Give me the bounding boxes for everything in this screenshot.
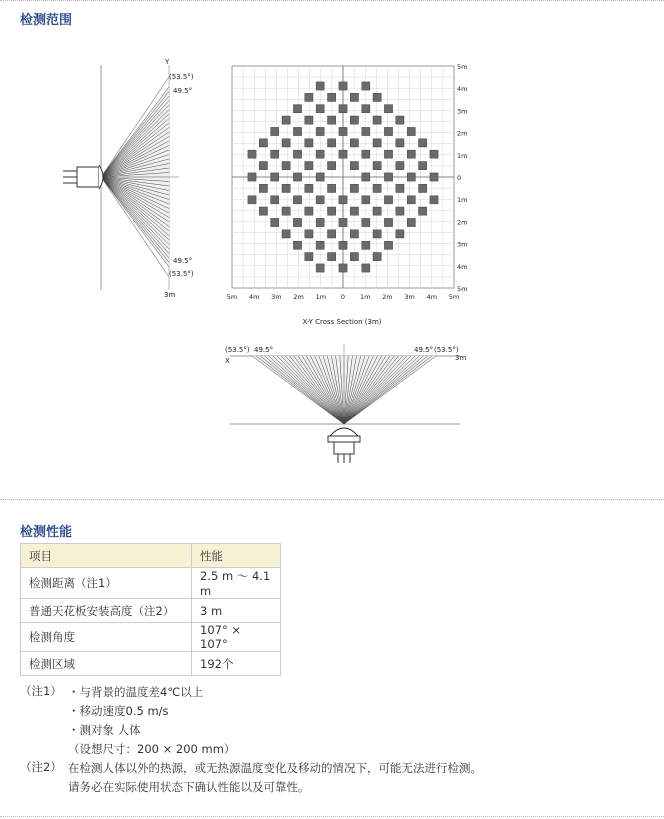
front-view-distance-label: 3m (455, 354, 467, 362)
detection-zone (328, 184, 336, 192)
detection-zone (259, 207, 267, 215)
detection-zone (373, 162, 381, 170)
front-view-right-inner-angle: 49.5° (414, 346, 434, 354)
front-view-right-outer-angle: (53.5°) (434, 346, 459, 354)
cross-section-x-tick: 2m (382, 293, 393, 301)
detection-zone (293, 218, 301, 226)
top-divider (0, 0, 664, 1)
side-view-top-outer-angle: (53.5°) (169, 73, 194, 81)
cross-section-y-tick: 1m (457, 196, 468, 205)
detection-zone (282, 184, 290, 192)
detection-zone (407, 173, 415, 181)
detection-zone (384, 127, 392, 135)
detection-zone (328, 93, 336, 101)
detection-zone (373, 184, 381, 192)
detection-zone (316, 150, 324, 158)
detection-zone (305, 116, 313, 124)
detection-zone (328, 116, 336, 124)
detection-zone (339, 150, 347, 158)
cross-section-x-tick: 1m (315, 293, 327, 301)
detection-zone (339, 218, 347, 226)
detection-zone (293, 173, 301, 181)
table-cell-value: 107° × 107° (192, 623, 281, 652)
section-divider (0, 499, 664, 500)
table-cell-item: 普通天花板安装高度（注2） (21, 599, 192, 623)
note-1-label: （注1） (20, 684, 62, 698)
detection-zone (362, 241, 370, 249)
detection-zone (316, 82, 324, 90)
detection-zone (350, 139, 358, 147)
detection-zone (293, 127, 301, 135)
cross-section-x-tick: 5m (226, 293, 238, 301)
detection-zone (362, 150, 370, 158)
detection-zone (259, 139, 267, 147)
detection-zone (305, 207, 313, 215)
note-2-label: （注2） (20, 760, 62, 774)
detection-zone (419, 162, 427, 170)
detection-zone (305, 253, 313, 261)
detection-zone (350, 93, 358, 101)
detection-zone (430, 173, 438, 181)
detection-zone (339, 105, 347, 113)
front-view-left-inner-angle: 49.5° (254, 346, 274, 354)
cross-section-x-tick: 3m (404, 293, 415, 301)
side-view-bottom-inner-angle: 49.5° (173, 257, 193, 265)
detection-zone (350, 116, 358, 124)
detection-zone (396, 139, 404, 147)
sensor-side-icon (63, 165, 103, 189)
side-view-detection-fan (101, 77, 169, 277)
detection-zone (316, 196, 324, 204)
detection-zone (282, 116, 290, 124)
cross-section-y-tick: 1m (457, 151, 468, 160)
front-view-detection-fan (252, 356, 436, 424)
cross-section-x-tick: 1m (359, 293, 371, 301)
detection-zone (305, 230, 313, 238)
detection-zone (407, 127, 415, 135)
detection-zone (293, 196, 301, 204)
table-row (21, 623, 281, 652)
note-1-line: ・与背景的温度差4℃以上 (68, 685, 204, 699)
detection-zone (384, 105, 392, 113)
performance-title: 检测性能 (20, 525, 73, 540)
detection-zone (362, 105, 370, 113)
table-cell-value: 3 m (192, 599, 281, 623)
detection-zone (339, 82, 347, 90)
detection-zone (282, 162, 290, 170)
detection-zone (362, 173, 370, 181)
detection-zone (328, 162, 336, 170)
detection-zone (384, 173, 392, 181)
cross-section-x-tick: 4m (426, 293, 438, 301)
detection-zone (271, 218, 279, 226)
detection-zone (373, 93, 381, 101)
performance-table (20, 543, 281, 676)
note-1-line: ・测对象 人体 (68, 723, 141, 737)
detection-zone (419, 207, 427, 215)
detection-zone (373, 253, 381, 261)
detection-zone (305, 184, 313, 192)
cross-section-y-tick: 5m (457, 285, 468, 293)
cross-section-caption: X-Y Cross Section (3m) (302, 318, 382, 326)
detection-zone (350, 184, 358, 192)
note-2 (20, 759, 482, 797)
detection-range-title: 检测范围 (20, 13, 73, 28)
detection-zone (384, 150, 392, 158)
detection-zone (293, 105, 301, 113)
note-1-line: （设想尺寸：200 × 200 mm） (68, 742, 236, 756)
detection-zone (362, 196, 370, 204)
cross-section-x-tick: 2m (293, 293, 304, 301)
detection-zone (248, 173, 256, 181)
detection-zone (316, 105, 324, 113)
note-2-line: 在检测人体以外的热源，或无热源温度变化及移动的情况下，可能无法进行检测。 (68, 761, 482, 775)
cross-section-y-tick: 0 (457, 174, 462, 182)
cross-section-x-tick: 3m (271, 293, 282, 301)
detection-zone (384, 196, 392, 204)
detection-zone (271, 150, 279, 158)
detection-zone (350, 207, 358, 215)
cross-section-x-tick: 5m (448, 293, 460, 301)
cross-section-x-ticks (227, 293, 459, 301)
sensor-front-icon (328, 428, 360, 463)
cross-section-y-tick: 4m (457, 85, 468, 94)
cross-section-y-tick: 3m (457, 240, 468, 249)
note-2-line: 请务必在实际使用状态下确认性能以及可靠性。 (68, 780, 310, 794)
detection-zone (316, 173, 324, 181)
front-view-x-label: X (225, 357, 230, 365)
bottom-divider (0, 816, 664, 817)
detection-zone (362, 127, 370, 135)
detection-zone (430, 196, 438, 204)
detection-zone (316, 218, 324, 226)
table-row (21, 599, 281, 623)
cross-section-y-ticks (457, 63, 467, 293)
cross-section-y-tick: 3m (457, 107, 468, 116)
detection-zone (396, 116, 404, 124)
cross-section-y-tick: 2m (457, 218, 468, 227)
detection-zone (293, 241, 301, 249)
side-view-top-inner-angle: 49.5° (173, 87, 193, 95)
detection-zone (316, 241, 324, 249)
side-view-y-label: Y (165, 58, 170, 66)
detection-zone (271, 196, 279, 204)
detection-zone (282, 230, 290, 238)
cross-section-grid (232, 66, 454, 288)
detection-zone (373, 139, 381, 147)
detection-zone (305, 139, 313, 147)
detection-zone (396, 230, 404, 238)
detection-zone (248, 196, 256, 204)
front-view-left-outer-angle: (53.5°) (225, 346, 250, 354)
table-cell-item: 检测距离（注1） (21, 568, 192, 599)
detection-zone (339, 196, 347, 204)
detection-zone (362, 264, 370, 272)
table-cell-value: 192个 (192, 652, 281, 676)
detection-zone (339, 264, 347, 272)
detection-zone (282, 207, 290, 215)
detection-zone (328, 230, 336, 238)
detection-zone (419, 139, 427, 147)
notes (20, 683, 482, 797)
detection-zone (305, 162, 313, 170)
detection-zone (396, 207, 404, 215)
table-cell-value: 2.5 m ～ 4.1 m (192, 568, 281, 599)
detection-zone (407, 218, 415, 226)
detection-zone (339, 127, 347, 135)
detection-zone (396, 184, 404, 192)
table-cell-item: 检测区域 (21, 652, 192, 676)
table-row (21, 652, 281, 676)
detection-zone (373, 230, 381, 238)
detection-zone (305, 93, 313, 101)
detection-zone (328, 207, 336, 215)
cross-section-y-tick: 5m (457, 63, 468, 71)
table-row (21, 568, 281, 599)
detection-zone (282, 139, 290, 147)
table-header-performance: 性能 (192, 544, 281, 568)
detection-zone (271, 127, 279, 135)
front-view-diagram (220, 340, 480, 465)
cross-section-y-tick: 2m (457, 129, 468, 138)
detection-zone (419, 184, 427, 192)
detection-zone (316, 264, 324, 272)
note-1 (20, 683, 482, 759)
table-header-row (21, 544, 281, 568)
detection-zone (430, 150, 438, 158)
detection-zone (396, 162, 404, 170)
table-cell-item: 检测角度 (21, 623, 192, 652)
side-view-distance-label: 3m (164, 291, 176, 299)
cross-section-x-tick: 0 (340, 293, 346, 301)
detection-zone (328, 139, 336, 147)
note-1-line: ・移动速度0.5 m/s (68, 704, 169, 718)
detection-zone (350, 162, 358, 170)
detection-zone (259, 162, 267, 170)
detection-zone (407, 150, 415, 158)
cross-section-y-tick: 4m (457, 262, 468, 271)
detection-zone (350, 253, 358, 261)
side-view-diagram (55, 55, 225, 300)
side-view-bottom-outer-angle: (53.5°) (169, 270, 194, 278)
detection-zone (248, 150, 256, 158)
detection-zone (373, 207, 381, 215)
detection-zone (384, 218, 392, 226)
detection-zone (328, 253, 336, 261)
detection-zone (373, 116, 381, 124)
detection-zone (316, 127, 324, 135)
detection-zone (362, 218, 370, 226)
cross-section-x-tick: 4m (248, 293, 260, 301)
detection-zone (271, 173, 279, 181)
detection-zone (350, 230, 358, 238)
detection-zone (384, 241, 392, 249)
cross-section-diagram (224, 60, 474, 330)
detection-zone (339, 241, 347, 249)
detection-zone (293, 150, 301, 158)
detection-zone (407, 196, 415, 204)
table-header-item: 项目 (21, 544, 192, 568)
detection-zone (259, 184, 267, 192)
detection-zone (362, 82, 370, 90)
